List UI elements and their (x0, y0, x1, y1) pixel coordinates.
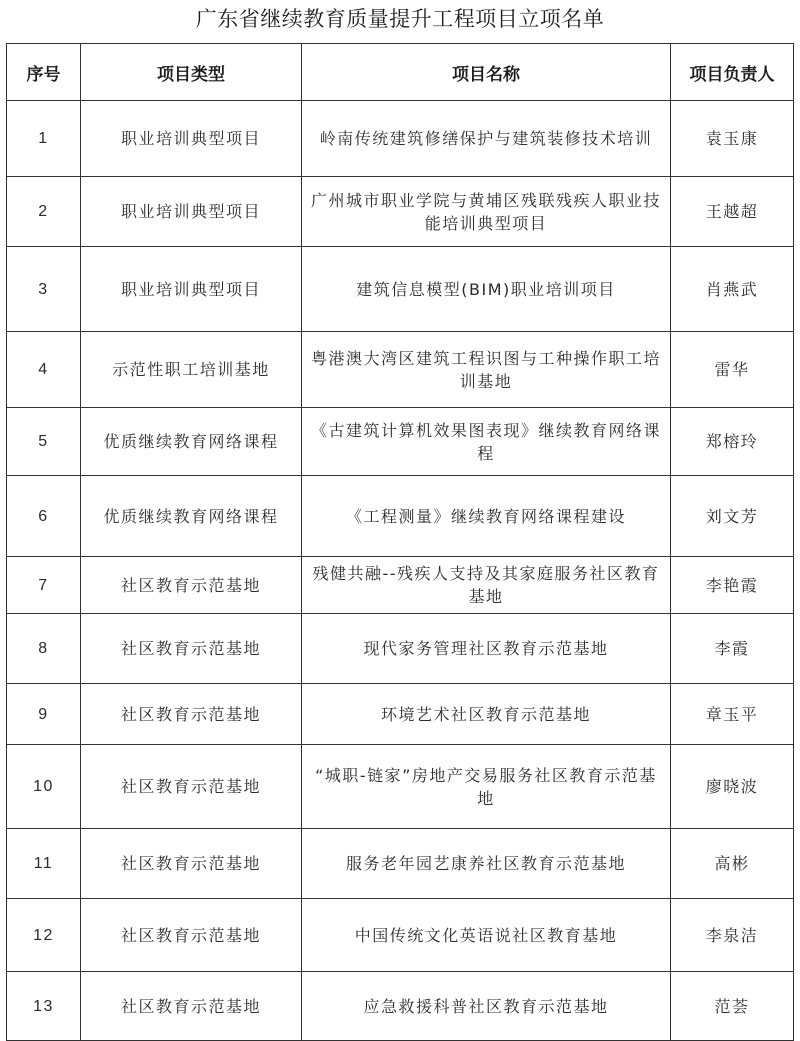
cell-type: 优质继续教育网络课程 (81, 408, 302, 476)
cell-no: 6 (7, 476, 81, 557)
cell-no: 3 (7, 247, 81, 332)
cell-name: 现代家务管理社区教育示范基地 (302, 614, 671, 684)
header-owner: 项目负责人 (671, 44, 794, 101)
cell-no: 11 (7, 829, 81, 899)
cell-name: 服务老年园艺康养社区教育示范基地 (302, 829, 671, 899)
header-type: 项目类型 (81, 44, 302, 101)
cell-owner: 刘文芳 (671, 476, 794, 557)
cell-no: 8 (7, 614, 81, 684)
table-row (7, 247, 794, 332)
cell-type: 职业培训典型项目 (81, 101, 302, 177)
table-row (7, 557, 794, 614)
cell-type: 社区教育示范基地 (81, 684, 302, 745)
cell-type: 社区教育示范基地 (81, 972, 302, 1041)
table-row (7, 899, 794, 972)
cell-type: 示范性职工培训基地 (81, 332, 302, 408)
cell-owner: 李泉洁 (671, 899, 794, 972)
cell-owner: 雷华 (671, 332, 794, 408)
cell-owner: 李霞 (671, 614, 794, 684)
cell-name: 广州城市职业学院与黄埔区残联残疾人职业技能培训典型项目 (302, 177, 671, 247)
cell-owner: 高彬 (671, 829, 794, 899)
cell-no: 7 (7, 557, 81, 614)
table-row (7, 614, 794, 684)
cell-no: 2 (7, 177, 81, 247)
cell-name: 《工程测量》继续教育网络课程建设 (302, 476, 671, 557)
cell-type: 职业培训典型项目 (81, 247, 302, 332)
cell-name: 中国传统文化英语说社区教育基地 (302, 899, 671, 972)
cell-type: 社区教育示范基地 (81, 614, 302, 684)
header-no: 序号 (7, 44, 81, 101)
table-row (7, 684, 794, 745)
table-row (7, 829, 794, 899)
cell-owner: 范荟 (671, 972, 794, 1041)
table-row (7, 972, 794, 1041)
table-row (7, 177, 794, 247)
cell-type: 优质继续教育网络课程 (81, 476, 302, 557)
cell-name: 残健共融--残疾人支持及其家庭服务社区教育基地 (302, 557, 671, 614)
table-row (7, 332, 794, 408)
header-name: 项目名称 (302, 44, 671, 101)
cell-owner: 廖晓波 (671, 745, 794, 829)
document-title: 广东省继续教育质量提升工程项目立项名单 (195, 7, 605, 31)
cell-owner: 肖燕武 (671, 247, 794, 332)
cell-owner: 郑榕玲 (671, 408, 794, 476)
cell-no: 4 (7, 332, 81, 408)
cell-no: 12 (7, 899, 81, 972)
cell-name: 《古建筑计算机效果图表现》继续教育网络课程 (302, 408, 671, 476)
cell-owner: 章玉平 (671, 684, 794, 745)
cell-owner: 袁玉康 (671, 101, 794, 177)
cell-name: 粤港澳大湾区建筑工程识图与工种操作职工培训基地 (302, 332, 671, 408)
table-row (7, 476, 794, 557)
cell-no: 5 (7, 408, 81, 476)
cell-type: 社区教育示范基地 (81, 557, 302, 614)
project-table (6, 43, 794, 1041)
table-row (7, 745, 794, 829)
cell-owner: 李艳霞 (671, 557, 794, 614)
cell-type: 社区教育示范基地 (81, 829, 302, 899)
table-row (7, 101, 794, 177)
table-row (7, 408, 794, 476)
cell-owner: 王越超 (671, 177, 794, 247)
cell-no: 10 (7, 745, 81, 829)
cell-name: 岭南传统建筑修缮保护与建筑装修技术培训 (302, 101, 671, 177)
cell-type: 职业培训典型项目 (81, 177, 302, 247)
cell-no: 13 (7, 972, 81, 1041)
cell-name: 应急救援科普社区教育示范基地 (302, 972, 671, 1041)
cell-type: 社区教育示范基地 (81, 899, 302, 972)
cell-name: 环境艺术社区教育示范基地 (302, 684, 671, 745)
cell-type: 社区教育示范基地 (81, 745, 302, 829)
table-header-row (7, 44, 794, 101)
cell-no: 9 (7, 684, 81, 745)
cell-name: “城职-链家”房地产交易服务社区教育示范基地 (302, 745, 671, 829)
cell-no: 1 (7, 101, 81, 177)
cell-name: 建筑信息模型(BIM)职业培训项目 (302, 247, 671, 332)
